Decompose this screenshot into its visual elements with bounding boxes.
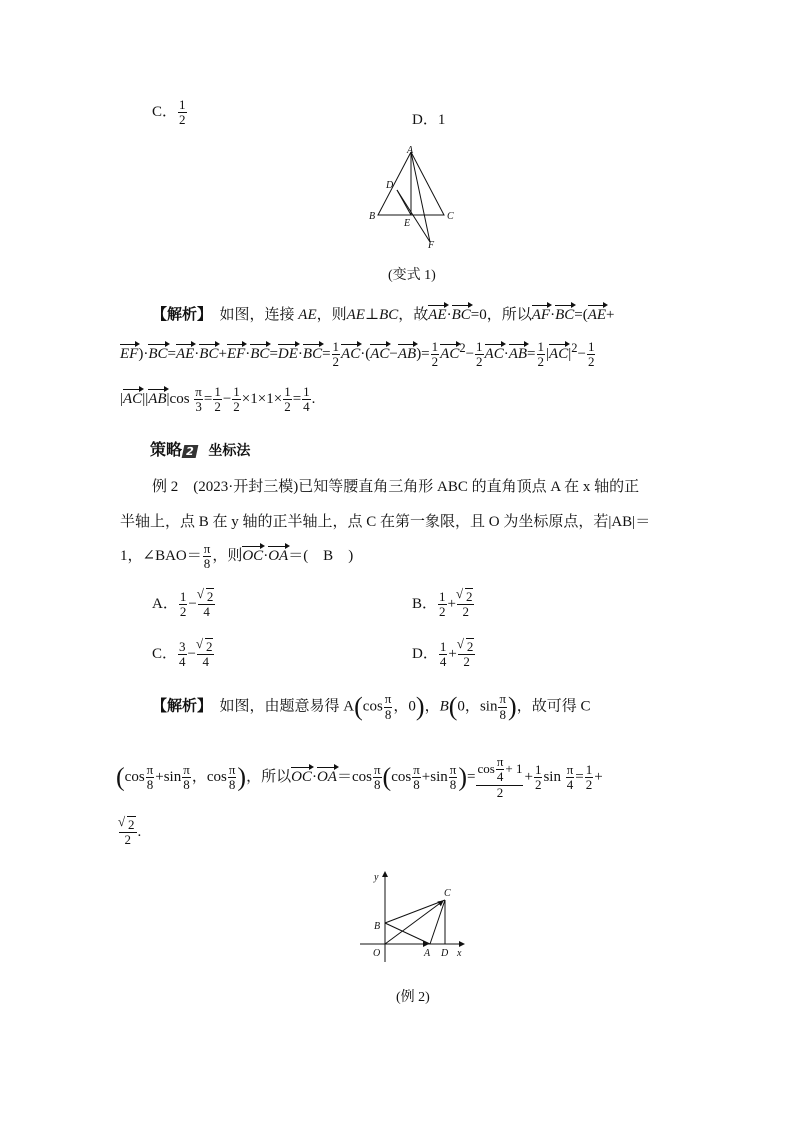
label-d: D: [441, 948, 449, 959]
figure-2-caption: (例 2): [396, 990, 430, 1005]
label-a: A: [424, 948, 431, 959]
option-d: D． $\frac{1}{4}$ + √ $\frac{2}{2}$: [412, 640, 476, 670]
figure-example-2: [360, 868, 472, 962]
vector-oc: [385, 901, 443, 944]
option-b: B． $\frac{1}{2}$ + √ $\frac{2}{2}$: [412, 590, 475, 620]
label-d: D: [386, 180, 394, 191]
segment-de: [397, 190, 411, 215]
strategy-2-heading: 策略 2 坐标法: [150, 440, 251, 459]
segment-af: [411, 152, 430, 242]
solution-2-line-3: √ $\frac{2}{2}$ .: [118, 818, 141, 848]
solution-1-line-1: 【解析】 如图，连接 AE，则AE⊥BC，故AE·BC=0，所以AF·BC=(AE+: [152, 307, 615, 323]
label-a: A: [407, 145, 414, 156]
label-b: B: [369, 211, 376, 222]
label-c: C: [444, 888, 451, 899]
option-c: C． $\frac{3}{4}$ − √ $\frac{2}{4}$: [152, 640, 215, 670]
example-2-line-2: 半轴上，点 B 在 y 轴的正半轴上，点 C 在第一象限，且 O 为坐标原点，若|AB|＝: [120, 514, 651, 530]
label-e: E: [404, 218, 411, 229]
label-o: O: [373, 948, 381, 959]
option-a: A． $\frac{1}{2}$ − √ $\frac{2}{4}$: [152, 590, 216, 620]
label-c: C: [447, 211, 454, 222]
solution-2-line-1: 【解析】 如图，由题意易得 A(cos $\frac{\pi}{8}$ ，0)，B(0，sin $\frac{\pi}{8}$ )，故可得 C: [152, 691, 591, 722]
option-d-top: D．1: [412, 112, 446, 128]
label-x: x: [457, 948, 462, 959]
example-2-line-3: 1，∠BAO＝ $\frac{\pi}{8}$ ，则OC·OA＝( B ): [120, 541, 354, 572]
segment-ac: [430, 900, 445, 944]
solution-1-line-3: |AC||AB|cos $\frac{\pi}{3}$ = $\frac{1}{2}$ − $\frac{1}{2}$ ×1×1× $\frac{1}{2}$ = $\frac{1}{4}$ .: [120, 384, 316, 415]
figure-1-caption: (变式 1): [388, 268, 436, 283]
label-b: B: [374, 921, 381, 932]
solution-1-line-2: EF)·BC=AE·BC+EF·BC=DE·BC= $\frac{1}{2}$ AC·(AC−AB)= $\frac{1}{2}$ $AC^2-$ $\frac{1}{2}$ AC·AB= $\frac{1}{2}$ $|AC|^2-$ $\frac{1}{2}$: [120, 339, 595, 370]
fraction: $\frac{1}{2}$: [179, 97, 186, 128]
label-f: F: [428, 240, 435, 251]
label-y: y: [374, 872, 379, 883]
segment-bc: [385, 900, 445, 923]
segment-ad-ef: [397, 190, 430, 242]
segment-ba: [385, 923, 430, 944]
solution-2-line-2: (cos $\frac{\pi}{8}$ +sin $\frac{\pi}{8}$ ，cos $\frac{\pi}{8}$ )，所以OC·OA＝cos $\frac{\pi}{8}$ (cos $\frac{\pi}{8}$ +sin $\frac{\pi}{8}$ )= cos $\frac{\pi}{4}$ + 1 2 + $\frac{1}{2}$ sin $\frac{\pi}{4}$ = $\frac{1}{2}$ +: [116, 754, 603, 800]
example-2-line-1: 例 2 (2023·开封三模)已知等腰直角三角形 ABC 的直角顶点 A 在 x 轴的正: [152, 479, 640, 495]
figure-variant-1: [366, 144, 466, 252]
option-c-top: C． $\frac{1}{2}$: [152, 97, 186, 128]
